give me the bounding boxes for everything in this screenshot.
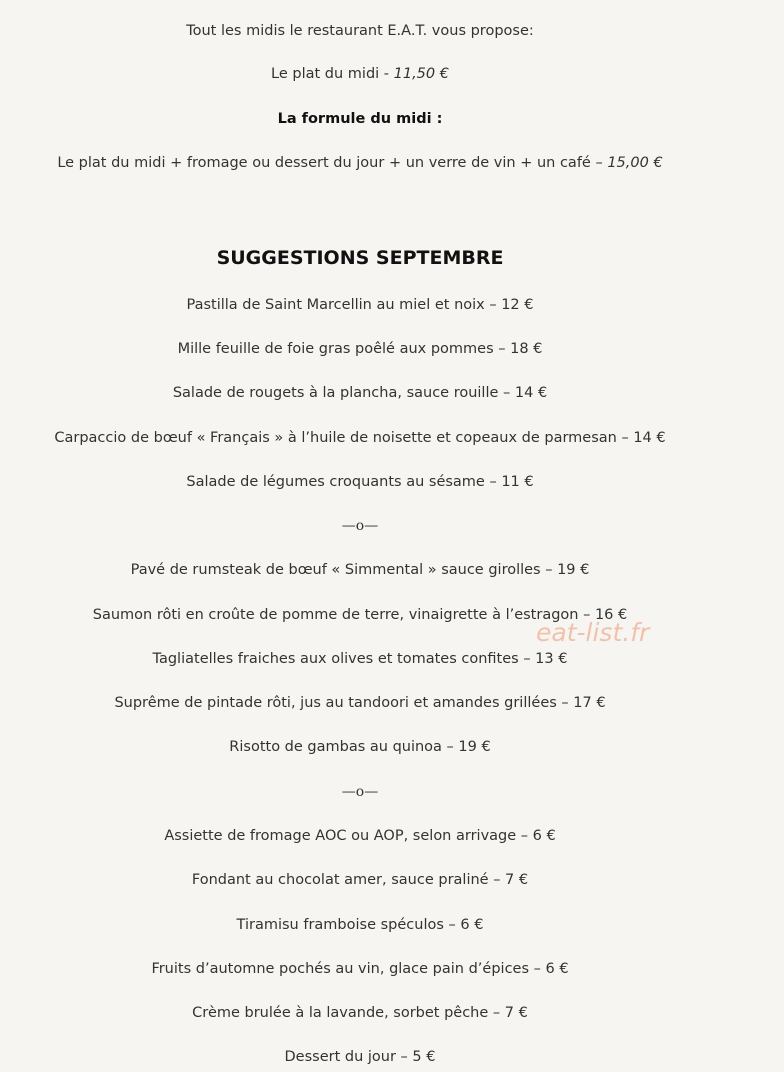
suggestions-title: SUGGESTIONS SEPTEMBRE bbox=[216, 247, 504, 269]
intro-text: Tout les midis le restaurant E.A.T. vous propose: bbox=[186, 23, 534, 39]
formule-price: 15,00 € bbox=[607, 155, 663, 171]
watermark-logo: eat-list.fr bbox=[536, 618, 650, 647]
formule-title-text: La formule du midi : bbox=[277, 111, 443, 127]
menu-item: Tiramisu framboise spéculos – 6 € bbox=[236, 917, 484, 933]
menu-item: Tagliatelles fraiches aux olives et tomates confites – 13 € bbox=[152, 651, 568, 667]
menu-item: Risotto de gambas au quinoa – 19 € bbox=[229, 739, 491, 755]
plat-du-midi-line bbox=[0, 64, 720, 84]
menu-item: Fondant au chocolat amer, sauce praliné – 7 € bbox=[191, 872, 529, 888]
intro-line bbox=[0, 21, 720, 41]
menu-item: Mille feuille de foie gras poêlé aux pommes – 18 € bbox=[177, 341, 543, 357]
menu-item: Carpaccio de bœuf « Français » à l’huile de noisette et copeaux de parmesan – 14 € bbox=[54, 430, 666, 446]
menu-item: Dessert du jour – 5 € bbox=[284, 1049, 436, 1065]
formule-title bbox=[0, 109, 720, 129]
formule-line bbox=[0, 153, 720, 173]
menu-item: Fruits d’automne pochés au vin, glace pain d’épices – 6 € bbox=[151, 961, 569, 977]
menu-item: Pastilla de Saint Marcellin au miel et noix – 12 € bbox=[186, 297, 534, 313]
section-separator: —o— bbox=[341, 518, 379, 534]
formule-label: Le plat du midi + fromage ou dessert du jour + un verre de vin + un café – bbox=[57, 155, 608, 171]
menu-item: Crème brulée à la lavande, sorbet pêche – 7 € bbox=[192, 1005, 528, 1021]
menu-item: Pavé de rumsteak de bœuf « Simmental » sauce girolles – 19 € bbox=[130, 562, 590, 578]
plat-du-midi-label: Le plat du midi - bbox=[271, 66, 394, 82]
menu-item: Assiette de fromage AOC ou AOP, selon arrivage – 6 € bbox=[164, 828, 556, 844]
menu-item: Saumon rôti en croûte de pomme de terre, vinaigrette à l’estragon – 16 € bbox=[92, 607, 628, 623]
menu-item: Salade de légumes croquants au sésame – 11 € bbox=[186, 474, 534, 490]
section-separator: —o— bbox=[341, 784, 379, 800]
plat-du-midi-price: 11,50 € bbox=[393, 66, 449, 82]
menu-item: Suprême de pintade rôti, jus au tandoori et amandes grillées – 17 € bbox=[114, 695, 606, 711]
suggestions-heading bbox=[0, 246, 720, 270]
menu-item: Salade de rougets à la plancha, sauce rouille – 14 € bbox=[172, 385, 548, 401]
